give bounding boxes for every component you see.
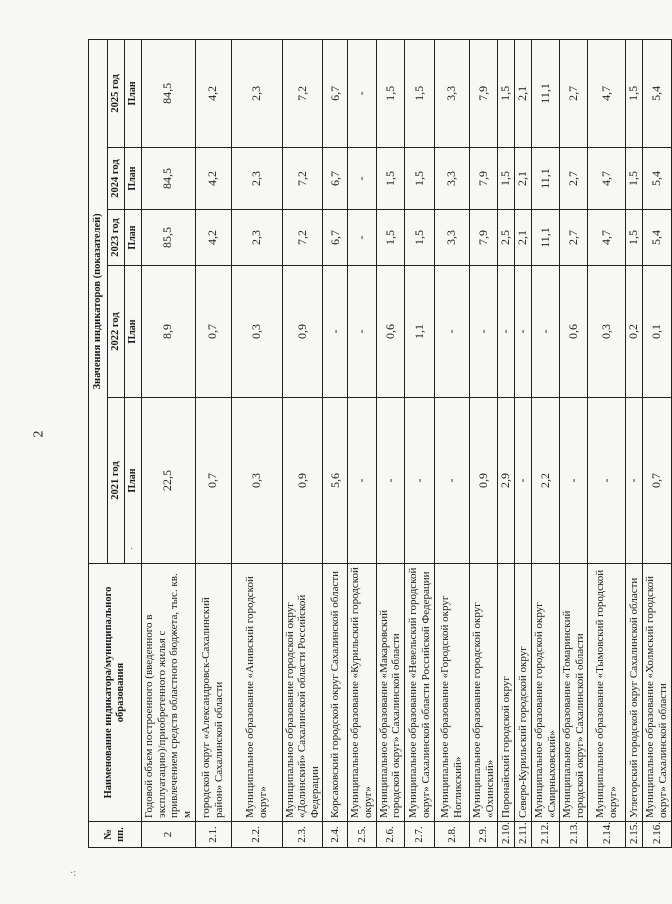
value-cell: 0,7: [195, 398, 231, 564]
value-cell: -: [560, 398, 588, 564]
value-cell: 5,4: [643, 39, 671, 147]
municipality-name: Северо-Курильский городской округ: [515, 564, 532, 822]
value-cell: -: [348, 398, 376, 564]
table-row: [231, 39, 282, 847]
value-cell: 1,5: [626, 39, 643, 147]
table-row: [348, 39, 376, 847]
value-cell: 2,1: [515, 210, 532, 266]
value-cell: 11,1: [531, 39, 559, 147]
row-number: 2: [142, 822, 196, 848]
municipality-name: Муниципальное образование «Макаровский городской округ» Сахалинской области: [376, 564, 404, 822]
value-cell: 3,3: [435, 148, 470, 210]
year-header: 2021 год: [108, 398, 125, 564]
value-cell: 0,7: [643, 398, 671, 564]
value-cell: 0,1: [643, 266, 671, 398]
table-row: [588, 39, 626, 847]
municipality-name: Муниципальное образование «Невельский городской округ» Сахалинской области Российской Федерации: [405, 564, 435, 822]
col-no-header: № пп.: [89, 822, 142, 848]
value-cell: 7,9: [470, 148, 498, 210]
municipality-name: Муниципальное образование городской округ «Долинский» Сахалинской области Российской Федерации: [282, 564, 323, 822]
table-row: [626, 39, 643, 847]
value-cell: -: [588, 398, 626, 564]
table-row: [643, 39, 671, 847]
municipality-name: Муниципальное образование «Курильский городской округ»: [348, 564, 376, 822]
value-cell: -: [435, 398, 470, 564]
table-row: [142, 39, 196, 847]
row-number: 2.15.: [626, 822, 643, 848]
table-row: [435, 39, 470, 847]
value-cell: 1,5: [376, 210, 404, 266]
year-header: 2022 год: [108, 266, 125, 398]
value-cell: 2,7: [560, 39, 588, 147]
municipality-name: Муниципальное образование «Тымовский городской округ»: [588, 564, 626, 822]
scan-dot: ·:: [70, 868, 77, 879]
table-row: [498, 39, 515, 847]
value-cell: -: [348, 148, 376, 210]
row-number: 2.13.: [560, 822, 588, 848]
value-cell: -: [470, 266, 498, 398]
table-row: [282, 39, 323, 847]
value-cell: -: [376, 398, 404, 564]
row-number: 2.11.: [515, 822, 532, 848]
value-cell: -: [498, 266, 515, 398]
municipality-name: Годовой объем построенного (введенного в эксплуатацию)/приобретенного жилья с привлечением средств областного бюджета, тыс. кв. м: [142, 564, 196, 822]
row-number: 2.6.: [376, 822, 404, 848]
value-cell: 0,9: [282, 266, 323, 398]
municipality-name: Муниципальное образование «Городской округ Ногликский»: [435, 564, 470, 822]
value-cell: 4,7: [588, 39, 626, 147]
table-row: [560, 39, 588, 847]
row-number: 2.8.: [435, 822, 470, 848]
value-cell: 4,7: [588, 148, 626, 210]
table-body: [89, 39, 672, 847]
value-cell: 1,5: [626, 148, 643, 210]
table-row: [195, 39, 231, 847]
value-cell: 1,5: [405, 148, 435, 210]
value-cell: 11,1: [531, 210, 559, 266]
plan-header: План: [125, 210, 142, 266]
value-cell: 0,9: [282, 398, 323, 564]
value-cell: 7,2: [282, 148, 323, 210]
municipality-name: Углегорский городской округ Сахалинской области: [626, 564, 643, 822]
value-cell: 3,3: [435, 39, 470, 147]
value-cell: 6,7: [323, 39, 348, 147]
table-row: [405, 39, 435, 847]
year-header: 2024 год: [108, 148, 125, 210]
value-cell: 84,5: [142, 39, 196, 147]
value-cell: 7,2: [282, 210, 323, 266]
table-row: [376, 39, 404, 847]
value-cell: 0,3: [588, 266, 626, 398]
value-cell: 2,3: [231, 210, 282, 266]
value-cell: 85,5: [142, 210, 196, 266]
value-cell: -: [348, 266, 376, 398]
value-cell: 2,7: [560, 148, 588, 210]
row-number: 2.3.: [282, 822, 323, 848]
value-cell: 2,3: [231, 39, 282, 147]
value-cell: 84,5: [142, 148, 196, 210]
value-cell: -: [405, 398, 435, 564]
value-cell: 2,5: [498, 210, 515, 266]
value-cell: 5,4: [643, 210, 671, 266]
value-cell: 6,7: [323, 210, 348, 266]
value-cell: 2,7: [560, 210, 588, 266]
value-cell: 22,5: [142, 398, 196, 564]
municipality-name: Поронайский городской округ: [498, 564, 515, 822]
value-cell: 1,5: [498, 148, 515, 210]
plan-header: План: [125, 266, 142, 398]
municipality-name: Корсаковский городской округ Сахалинской области: [323, 564, 348, 822]
value-cell: 0,2: [626, 266, 643, 398]
municipality-name: Муниципальное образование «Анивский городской округ»: [231, 564, 282, 822]
indicators-table: [88, 39, 672, 848]
value-cell: 2,1: [515, 148, 532, 210]
col-values-header: Значения индикаторов (показателей): [89, 39, 108, 563]
value-cell: -: [515, 398, 532, 564]
value-cell: 5,6: [323, 398, 348, 564]
value-cell: 0,6: [560, 266, 588, 398]
municipality-name: городской округ «Александровск-Сахалинский район» Сахалинской области: [195, 564, 231, 822]
value-cell: -: [626, 398, 643, 564]
row-number: 2.9.: [470, 822, 498, 848]
year-header: 2025 год: [108, 39, 125, 147]
value-cell: 0,3: [231, 398, 282, 564]
value-cell: 2,1: [515, 39, 532, 147]
value-cell: 7,9: [470, 39, 498, 147]
page-number: 2: [31, 430, 47, 438]
row-number: 2.16.: [643, 822, 671, 848]
row-number: 2.2.: [231, 822, 282, 848]
value-cell: 1,5: [376, 148, 404, 210]
municipality-name: Муниципальное образование «Холмский городской округ» Сахалинской области: [643, 564, 671, 822]
value-cell: -: [531, 266, 559, 398]
value-cell: -: [348, 39, 376, 147]
value-cell: 2,2: [531, 398, 559, 564]
value-cell: 1,5: [405, 210, 435, 266]
value-cell: 1,5: [626, 210, 643, 266]
value-cell: -: [348, 210, 376, 266]
table-sheet: [88, 58, 669, 848]
rotated-table-wrapper: [88, 58, 669, 848]
value-cell: 3,3: [435, 210, 470, 266]
table-row: [323, 39, 348, 847]
value-cell: 4,2: [195, 39, 231, 147]
value-cell: 4,7: [588, 210, 626, 266]
plan-header: План: [125, 148, 142, 210]
municipality-name: Муниципальное образование «Томаринский городской округ» Сахалинской области: [560, 564, 588, 822]
value-cell: -: [435, 266, 470, 398]
value-cell: 4,2: [195, 148, 231, 210]
value-cell: -: [323, 266, 348, 398]
value-cell: 2,3: [231, 148, 282, 210]
row-number: 2.12.: [531, 822, 559, 848]
value-cell: 0,9: [470, 398, 498, 564]
value-cell: 4,2: [195, 210, 231, 266]
row-number: 2.1.: [195, 822, 231, 848]
value-cell: 0,6: [376, 266, 404, 398]
plan-header: План: [125, 398, 142, 564]
value-cell: -: [515, 266, 532, 398]
row-number: 2.4.: [323, 822, 348, 848]
row-number: 2.14.: [588, 822, 626, 848]
year-header: 2023 год: [108, 210, 125, 266]
value-cell: 5,4: [643, 148, 671, 210]
value-cell: 7,9: [470, 210, 498, 266]
municipality-name: Муниципальное образование городской округ «Охинский»: [470, 564, 498, 822]
value-cell: 1,5: [376, 39, 404, 147]
value-cell: 1,1: [405, 266, 435, 398]
municipality-name: Муниципальное образование городской округ «Смирныховский»: [531, 564, 559, 822]
value-cell: 1,5: [498, 39, 515, 147]
row-number: 2.7.: [405, 822, 435, 848]
value-cell: 2,9: [498, 398, 515, 564]
value-cell: 6,7: [323, 148, 348, 210]
value-cell: 7,2: [282, 39, 323, 147]
scan-dot: ·: [130, 544, 134, 555]
table-row: [531, 39, 559, 847]
row-number: 2.10.: [498, 822, 515, 848]
table-row: [515, 39, 532, 847]
value-cell: 0,7: [195, 266, 231, 398]
plan-header: План: [125, 39, 142, 147]
col-name-header: Наименование индикатора/муниципального образования: [89, 564, 142, 822]
value-cell: 0,3: [231, 266, 282, 398]
table-row: [470, 39, 498, 847]
value-cell: 11,1: [531, 148, 559, 210]
value-cell: 1,5: [405, 39, 435, 147]
row-number: 2.5.: [348, 822, 376, 848]
value-cell: 8,9: [142, 266, 196, 398]
